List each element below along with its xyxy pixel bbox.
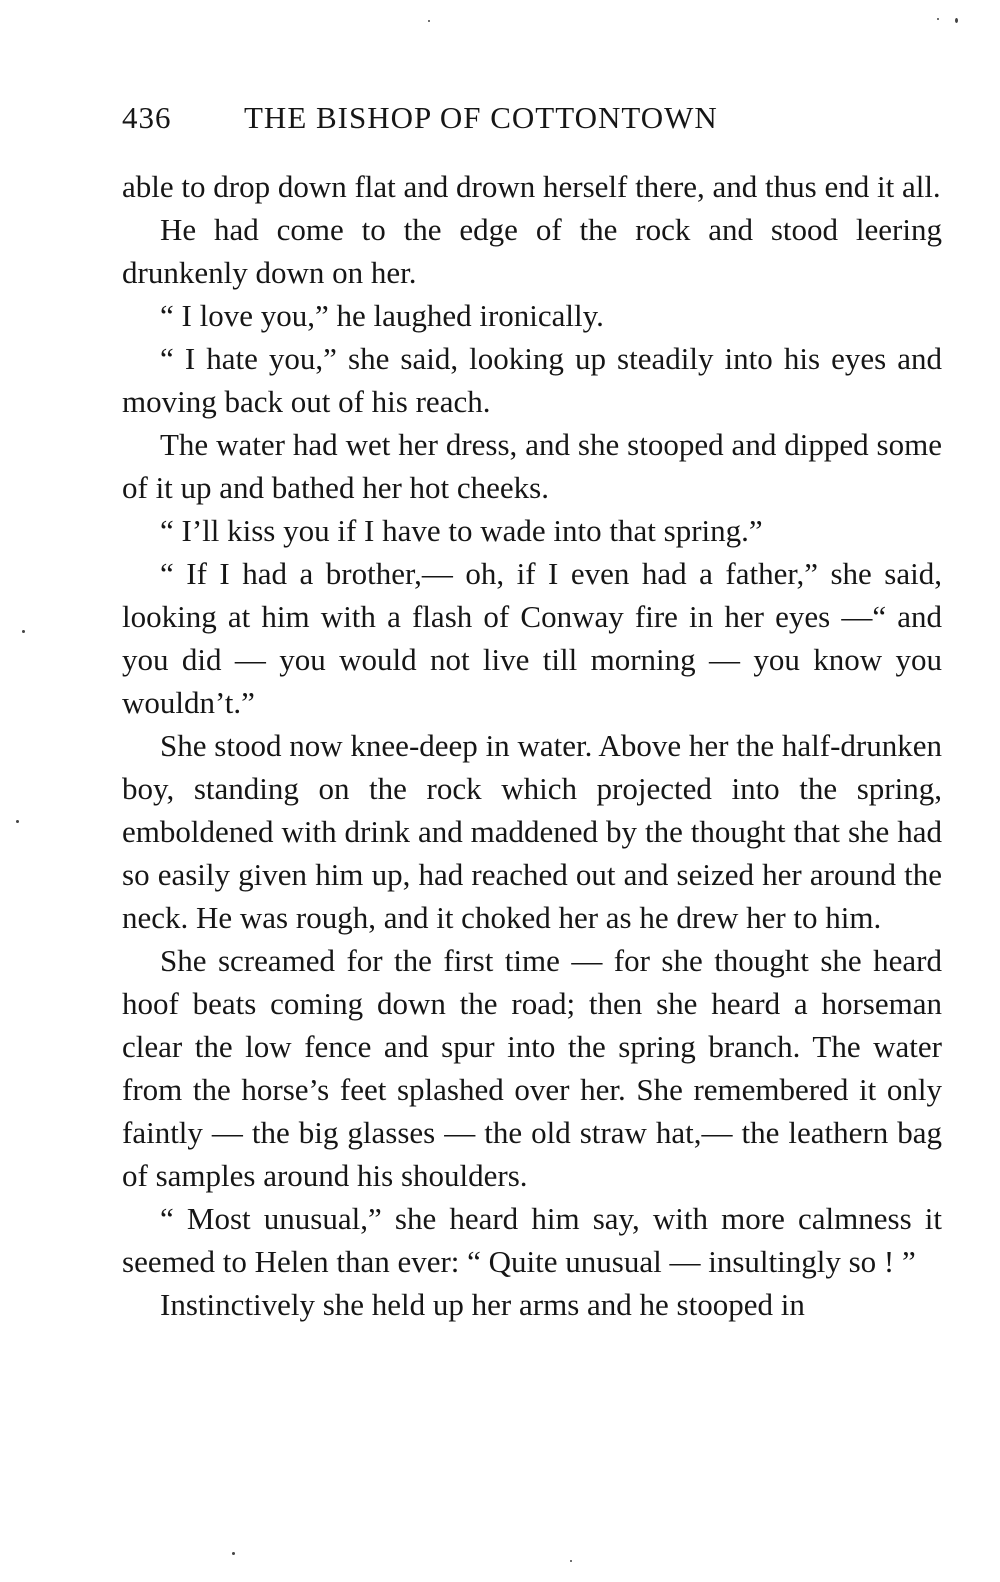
paragraph: She screamed for the first time — for she thought she heard hoof beats coming down the road; then she heard a horseman clear the low fence and spur into the spring branch. The water from the horse’s feet splashed over her. She remembered it only faintly — the big glasses — the old straw hat,— the leathern bag of samples around his shoulders. bbox=[122, 943, 942, 1193]
paragraph: “ Most unusual,” she heard him say, with more calmness it seemed to Helen than ever: “ Quite unusual — insultingly so ! ” bbox=[122, 1201, 942, 1279]
paragraph: He had come to the edge of the rock and stood leering drunkenly down on her. bbox=[122, 212, 942, 290]
paragraph-continued: able to drop down flat and drown herself there, and thus end it all. bbox=[122, 169, 941, 204]
scan-speck bbox=[937, 18, 939, 20]
scan-speck bbox=[22, 630, 25, 633]
paragraph: The water had wet her dress, and she stooped and dipped some of it up and bathed her hot cheeks. bbox=[122, 427, 942, 505]
scan-speck bbox=[570, 1560, 572, 1562]
page-number: 436 bbox=[122, 100, 172, 135]
body-text bbox=[122, 165, 942, 1326]
scan-speck bbox=[16, 820, 19, 823]
scan-speck bbox=[428, 20, 430, 22]
paragraph: “ If I had a brother,— oh, if I even had a father,” she said, looking at him with a flash of Conway fire in her eyes —“ and you did — you would not live till morning — you know you wouldn’t.” bbox=[122, 556, 942, 720]
paragraph: “ I hate you,” she said, looking up steadily into his eyes and moving back out of his reach. bbox=[122, 341, 942, 419]
paragraph: “ I love you,” he laughed ironically. bbox=[160, 298, 604, 333]
scan-speck bbox=[955, 18, 958, 23]
paragraph: She stood now knee-deep in water. Above her the half-drunken boy, standing on the rock which projected into the spring, emboldened with drink and maddened by the thought that she had so easily given him up, had reached out and seized her around the neck. He was rough, and it choked her as he drew her to him. bbox=[122, 728, 942, 935]
paragraph: “ I’ll kiss you if I have to wade into that spring.” bbox=[160, 513, 763, 548]
running-title: THE BISHOP OF COTTONTOWN bbox=[244, 100, 718, 135]
page-header bbox=[122, 100, 942, 144]
scan-speck bbox=[232, 1552, 235, 1555]
paragraph: Instinctively she held up her arms and he stooped in bbox=[160, 1287, 805, 1322]
